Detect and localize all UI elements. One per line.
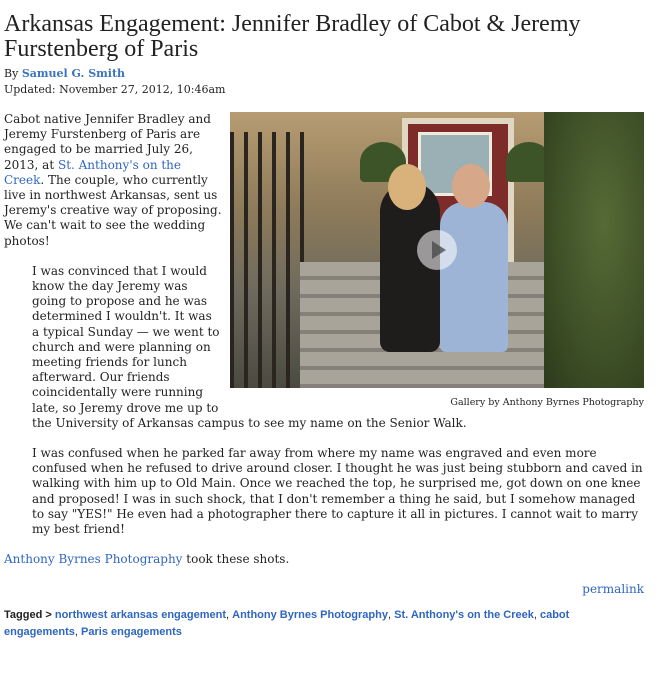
photo-man xyxy=(440,202,508,352)
quote-paragraph-2: I was confused when he parked far away from where my name was engraved and even more confused when he refused to drive around closer. I thought he was just being stubborn and caved in walking with him up to Old Main. Once we reached the top, he surprised me, got down on one knee and proposed! I was in such shock, that I don't remember a thing he said, but I somehow managed to say "YES!" He even had a photographer there to capture it all in pictures. I cannot wait to marry my best friend! xyxy=(32,446,643,537)
article xyxy=(4,0,644,641)
play-icon[interactable] xyxy=(417,230,457,270)
photo-tree xyxy=(544,112,644,388)
tag-link[interactable]: Anthony Byrnes Photography xyxy=(232,608,388,621)
tags-label: Tagged > xyxy=(4,608,52,621)
photo-gallery xyxy=(230,112,644,410)
tag-link[interactable]: cabot engagements xyxy=(4,608,570,638)
credit-text: took these shots. xyxy=(182,552,290,567)
tags-row: Tagged > northwest arkansas engagement, Anthony Byrnes Photography, St. Anthony's on the Creek, cabot engagements, Paris engagements xyxy=(4,608,570,638)
intro-text-2: . The couple, who currently live in northwest Arkansas, sent us Jeremy's creative way of proposing. We can't wait to see the wedding photos! xyxy=(4,172,222,248)
headline: Arkansas Engagement: Jennifer Bradley of Cabot & Jeremy Furstenberg of Paris xyxy=(4,11,581,62)
photo-caption: Gallery by Anthony Byrnes Photography xyxy=(450,397,644,408)
tag-link[interactable]: Paris engagements xyxy=(81,625,182,638)
author-link[interactable]: Samuel G. Smith xyxy=(21,67,126,80)
article-body xyxy=(4,112,644,641)
photo-woman-head xyxy=(388,164,426,210)
updated-date: Updated: November 27, 2012, 10:46am xyxy=(4,83,226,96)
photo-railing xyxy=(230,132,310,388)
venue-link[interactable]: St. Anthony's on the Creek xyxy=(4,157,182,187)
engagement-photo[interactable] xyxy=(230,112,644,388)
photo-man-head xyxy=(452,164,490,208)
credit-paragraph xyxy=(4,552,644,567)
tag-link[interactable]: northwest arkansas engagement xyxy=(54,608,227,621)
quote-paragraph-1: I was convinced that I would know the day Jeremy was going to propose and he was determined I wouldn't. It was a typical Sunday — we went to church and were planning on meeting friends for lunch afterward. Our friends coincidentally were running late, so Jeremy drove me up to the University of Arkansas campus to see my name on the Senior Walk. xyxy=(32,263,467,430)
tag-link[interactable]: St. Anthony's on the Creek xyxy=(394,608,534,621)
intro-text-1: Cabot native Jennifer Bradley and Jeremy Furstenberg of Paris are engaged to be married July 26, 2013, at xyxy=(4,112,211,172)
permalink-link[interactable]: permalink xyxy=(582,582,644,597)
permalink-row xyxy=(4,582,644,597)
byline-prefix: By xyxy=(4,67,19,80)
byline xyxy=(4,66,644,82)
photographer-link[interactable]: Anthony Byrnes Photography xyxy=(4,552,183,567)
